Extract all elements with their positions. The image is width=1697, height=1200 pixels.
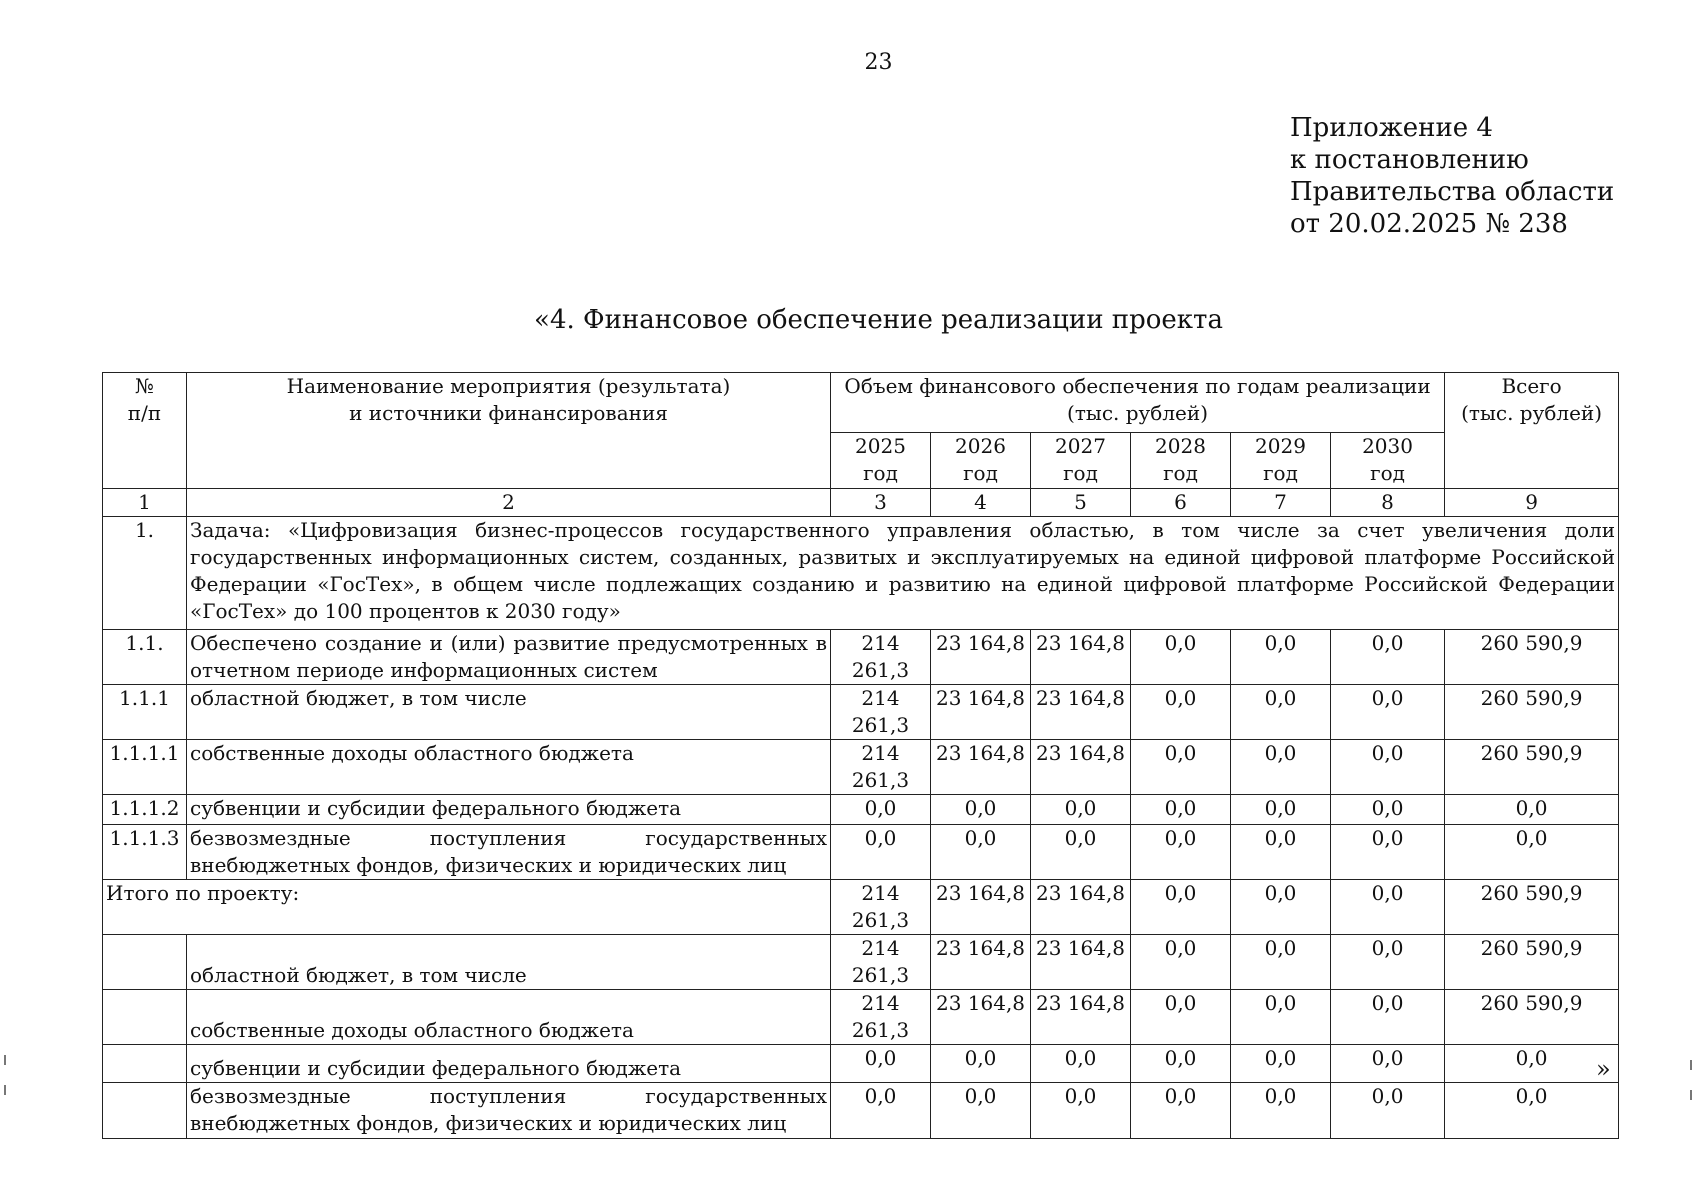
row-year-value: 23 164,8 <box>931 630 1031 685</box>
header-name-cell <box>187 373 831 489</box>
row-year-value: 0,0 <box>931 795 1031 825</box>
empty-number-cell <box>103 990 187 1045</box>
total-breakdown-row <box>103 1083 1619 1139</box>
column-number-cell: 2 <box>187 489 831 517</box>
row-year-value: 0,0 <box>1231 935 1331 990</box>
row-total-value: 260 590,9 <box>1445 935 1619 990</box>
row-total-value: 260 590,9 <box>1445 990 1619 1045</box>
total-breakdown-row <box>103 990 1619 1045</box>
scan-edge-mark <box>1690 1060 1692 1070</box>
row-total-value: 0,0 <box>1445 795 1619 825</box>
row-year-value: 0,0 <box>1231 795 1331 825</box>
table-row <box>103 825 1619 880</box>
table-row <box>103 630 1619 685</box>
column-number-cell: 8 <box>1331 489 1445 517</box>
table-row <box>103 795 1619 825</box>
row-name: безвозмездные поступления государственных внебюджетных фондов, физических и юридических лиц <box>187 825 831 880</box>
scan-edge-mark <box>1690 1090 1692 1100</box>
row-year-value: 214 261,3 <box>831 880 931 935</box>
row-year-value: 0,0 <box>1131 740 1231 795</box>
header-year-unit: год <box>863 461 898 485</box>
table-row <box>103 685 1619 740</box>
row-year-value: 0,0 <box>1131 880 1231 935</box>
empty-number-cell <box>103 1045 187 1083</box>
row-year-value: 0,0 <box>1231 1083 1331 1139</box>
row-total-value: 0,0 <box>1445 1083 1619 1139</box>
header-year-cell <box>1331 433 1445 489</box>
row-year-value: 23 164,8 <box>1031 740 1131 795</box>
row-name: Обеспечено создание и (или) развитие предусмотренных в отчетном периоде информационных систем <box>187 630 831 685</box>
appendix-block <box>1290 112 1614 240</box>
appendix-line-1: Приложение 4 <box>1290 113 1493 143</box>
row-year-value: 0,0 <box>1131 825 1231 880</box>
column-number-cell: 9 <box>1445 489 1619 517</box>
task-num: 1. <box>103 517 187 630</box>
column-number-cell: 1 <box>103 489 187 517</box>
total-row <box>103 880 1619 935</box>
row-year-value: 214 261,3 <box>831 990 931 1045</box>
task-row <box>103 517 1619 630</box>
page-number: 23 <box>864 50 893 75</box>
row-number: 1.1.1 <box>103 685 187 740</box>
column-numbers-row <box>103 489 1619 517</box>
column-number-cell: 7 <box>1231 489 1331 517</box>
row-year-value: 214 261,3 <box>831 630 931 685</box>
empty-number-cell <box>103 935 187 990</box>
row-year-value: 0,0 <box>1231 630 1331 685</box>
row-year-value: 0,0 <box>1031 1083 1131 1139</box>
row-year-value: 0,0 <box>1131 990 1231 1045</box>
row-year-value: 23 164,8 <box>931 935 1031 990</box>
row-total-value: 260 590,9 <box>1445 630 1619 685</box>
total-breakdown-row <box>103 1045 1619 1083</box>
header-year-value: 2025 <box>855 434 906 458</box>
row-year-value: 0,0 <box>1331 740 1445 795</box>
total-breakdown-name: безвозмездные поступления государственных внебюджетных фондов, физических и юридических лиц <box>187 1083 831 1139</box>
row-year-value: 0,0 <box>1231 990 1331 1045</box>
header-volume-line-1: Объем финансового обеспечения по годам реализации <box>844 374 1431 398</box>
row-year-value: 0,0 <box>1331 880 1445 935</box>
row-year-value: 0,0 <box>1331 1083 1445 1139</box>
row-year-value: 0,0 <box>1331 935 1445 990</box>
empty-number-cell <box>103 1083 187 1139</box>
task-text: Задача: «Цифровизация бизнес-процессов государственного управления областью, в том числе за счет увеличения доли государственных информационных систем, созданных, развитых и эксплуатируемых на единой цифровой платформе Российской Федерации «ГосТех», в общем числе подлежащих созданию и развитию на единой цифровой платформе Российской Федерации «ГосТех» до 100 процентов к 2030 году» <box>187 517 1619 630</box>
column-number-cell: 4 <box>931 489 1031 517</box>
row-year-value: 0,0 <box>1131 935 1231 990</box>
header-year-value: 2028 <box>1155 434 1206 458</box>
header-year-cell <box>1231 433 1331 489</box>
row-year-value: 0,0 <box>1231 825 1331 880</box>
closing-quote: » <box>1596 1055 1611 1083</box>
row-year-value: 0,0 <box>1331 630 1445 685</box>
table-row <box>103 740 1619 795</box>
row-year-value: 23 164,8 <box>1031 630 1131 685</box>
row-year-value: 0,0 <box>1031 795 1131 825</box>
row-number: 1.1. <box>103 630 187 685</box>
header-year-value: 2029 <box>1255 434 1306 458</box>
row-total-value: 260 590,9 <box>1445 740 1619 795</box>
row-year-value: 0,0 <box>1131 630 1231 685</box>
header-year-value: 2026 <box>955 434 1006 458</box>
row-name: областной бюджет, в том числе <box>187 685 831 740</box>
row-year-value: 23 164,8 <box>1031 880 1131 935</box>
row-year-value: 0,0 <box>831 795 931 825</box>
scan-edge-mark <box>4 1085 6 1095</box>
header-volume-cell <box>831 373 1445 433</box>
header-year-value: 2027 <box>1055 434 1106 458</box>
header-row-1 <box>103 373 1619 433</box>
header-num-line-1: № <box>135 374 154 398</box>
total-breakdown-name: областной бюджет, в том числе <box>187 935 831 990</box>
row-year-value: 0,0 <box>1031 825 1131 880</box>
header-num-line-2: п/п <box>127 401 162 425</box>
row-year-value: 0,0 <box>1331 990 1445 1045</box>
header-volume-line-2: (тыс. рублей) <box>1067 401 1209 425</box>
row-year-value: 0,0 <box>831 1083 931 1139</box>
appendix-line-3: Правительства области <box>1290 177 1615 207</box>
row-year-value: 0,0 <box>1231 740 1331 795</box>
header-year-unit: год <box>1263 461 1298 485</box>
column-number-cell: 3 <box>831 489 931 517</box>
row-total-value: 0,0 <box>1445 1045 1619 1083</box>
row-year-value: 23 164,8 <box>931 880 1031 935</box>
appendix-line-2: к постановлению <box>1290 145 1529 175</box>
row-number: 1.1.1.3 <box>103 825 187 880</box>
row-number: 1.1.1.1 <box>103 740 187 795</box>
row-total-value: 260 590,9 <box>1445 685 1619 740</box>
row-number: 1.1.1.2 <box>103 795 187 825</box>
header-name-line-1: Наименование мероприятия (результата) <box>286 374 731 398</box>
row-year-value: 214 261,3 <box>831 740 931 795</box>
column-number-cell: 6 <box>1131 489 1231 517</box>
total-breakdown-name: собственные доходы областного бюджета <box>187 990 831 1045</box>
row-year-value: 23 164,8 <box>1031 990 1131 1045</box>
row-year-value: 0,0 <box>1131 685 1231 740</box>
section-title: «4. Финансовое обеспечение реализации проекта <box>534 305 1223 335</box>
column-number-cell: 5 <box>1031 489 1131 517</box>
row-year-value: 23 164,8 <box>1031 685 1131 740</box>
row-year-value: 214 261,3 <box>831 685 931 740</box>
row-total-value: 0,0 <box>1445 825 1619 880</box>
header-total-line-1: Всего <box>1501 374 1562 398</box>
row-year-value: 0,0 <box>931 825 1031 880</box>
scan-edge-mark <box>4 1055 6 1065</box>
row-name: субвенции и субсидии федерального бюджета <box>187 795 831 825</box>
row-year-value: 0,0 <box>1231 685 1331 740</box>
row-year-value: 214 261,3 <box>831 935 931 990</box>
header-num-cell <box>103 373 187 489</box>
row-year-value: 0,0 <box>831 1045 931 1083</box>
row-year-value: 0,0 <box>1331 825 1445 880</box>
row-year-value: 0,0 <box>1131 1045 1231 1083</box>
total-breakdown-row <box>103 935 1619 990</box>
header-year-cell <box>1031 433 1131 489</box>
header-name-line-2: и источники финансирования <box>349 401 668 425</box>
row-year-value: 0,0 <box>1131 795 1231 825</box>
row-year-value: 0,0 <box>1231 1045 1331 1083</box>
row-year-value: 0,0 <box>1231 880 1331 935</box>
row-year-value: 0,0 <box>1331 795 1445 825</box>
header-year-cell <box>931 433 1031 489</box>
header-year-cell <box>1131 433 1231 489</box>
total-label: Итого по проекту: <box>103 880 831 935</box>
row-year-value: 23 164,8 <box>931 685 1031 740</box>
row-year-value: 0,0 <box>1331 685 1445 740</box>
header-year-value: 2030 <box>1362 434 1413 458</box>
appendix-line-4: от 20.02.2025 № 238 <box>1290 209 1568 239</box>
row-year-value: 0,0 <box>1331 1045 1445 1083</box>
header-year-unit: год <box>963 461 998 485</box>
financing-table <box>102 372 1619 1139</box>
row-total-value: 260 590,9 <box>1445 880 1619 935</box>
header-total-line-2: (тыс. рублей) <box>1461 401 1603 425</box>
row-year-value: 23 164,8 <box>1031 935 1131 990</box>
row-year-value: 0,0 <box>931 1083 1031 1139</box>
row-year-value: 0,0 <box>831 825 931 880</box>
row-name: собственные доходы областного бюджета <box>187 740 831 795</box>
row-year-value: 0,0 <box>1031 1045 1131 1083</box>
total-breakdown-name: субвенции и субсидии федерального бюджета <box>187 1045 831 1083</box>
header-year-unit: год <box>1370 461 1405 485</box>
row-year-value: 0,0 <box>931 1045 1031 1083</box>
header-year-unit: год <box>1163 461 1198 485</box>
header-year-unit: год <box>1063 461 1098 485</box>
row-year-value: 23 164,8 <box>931 740 1031 795</box>
row-year-value: 23 164,8 <box>931 990 1031 1045</box>
row-year-value: 0,0 <box>1131 1083 1231 1139</box>
header-total-cell <box>1445 373 1619 489</box>
header-year-cell <box>831 433 931 489</box>
